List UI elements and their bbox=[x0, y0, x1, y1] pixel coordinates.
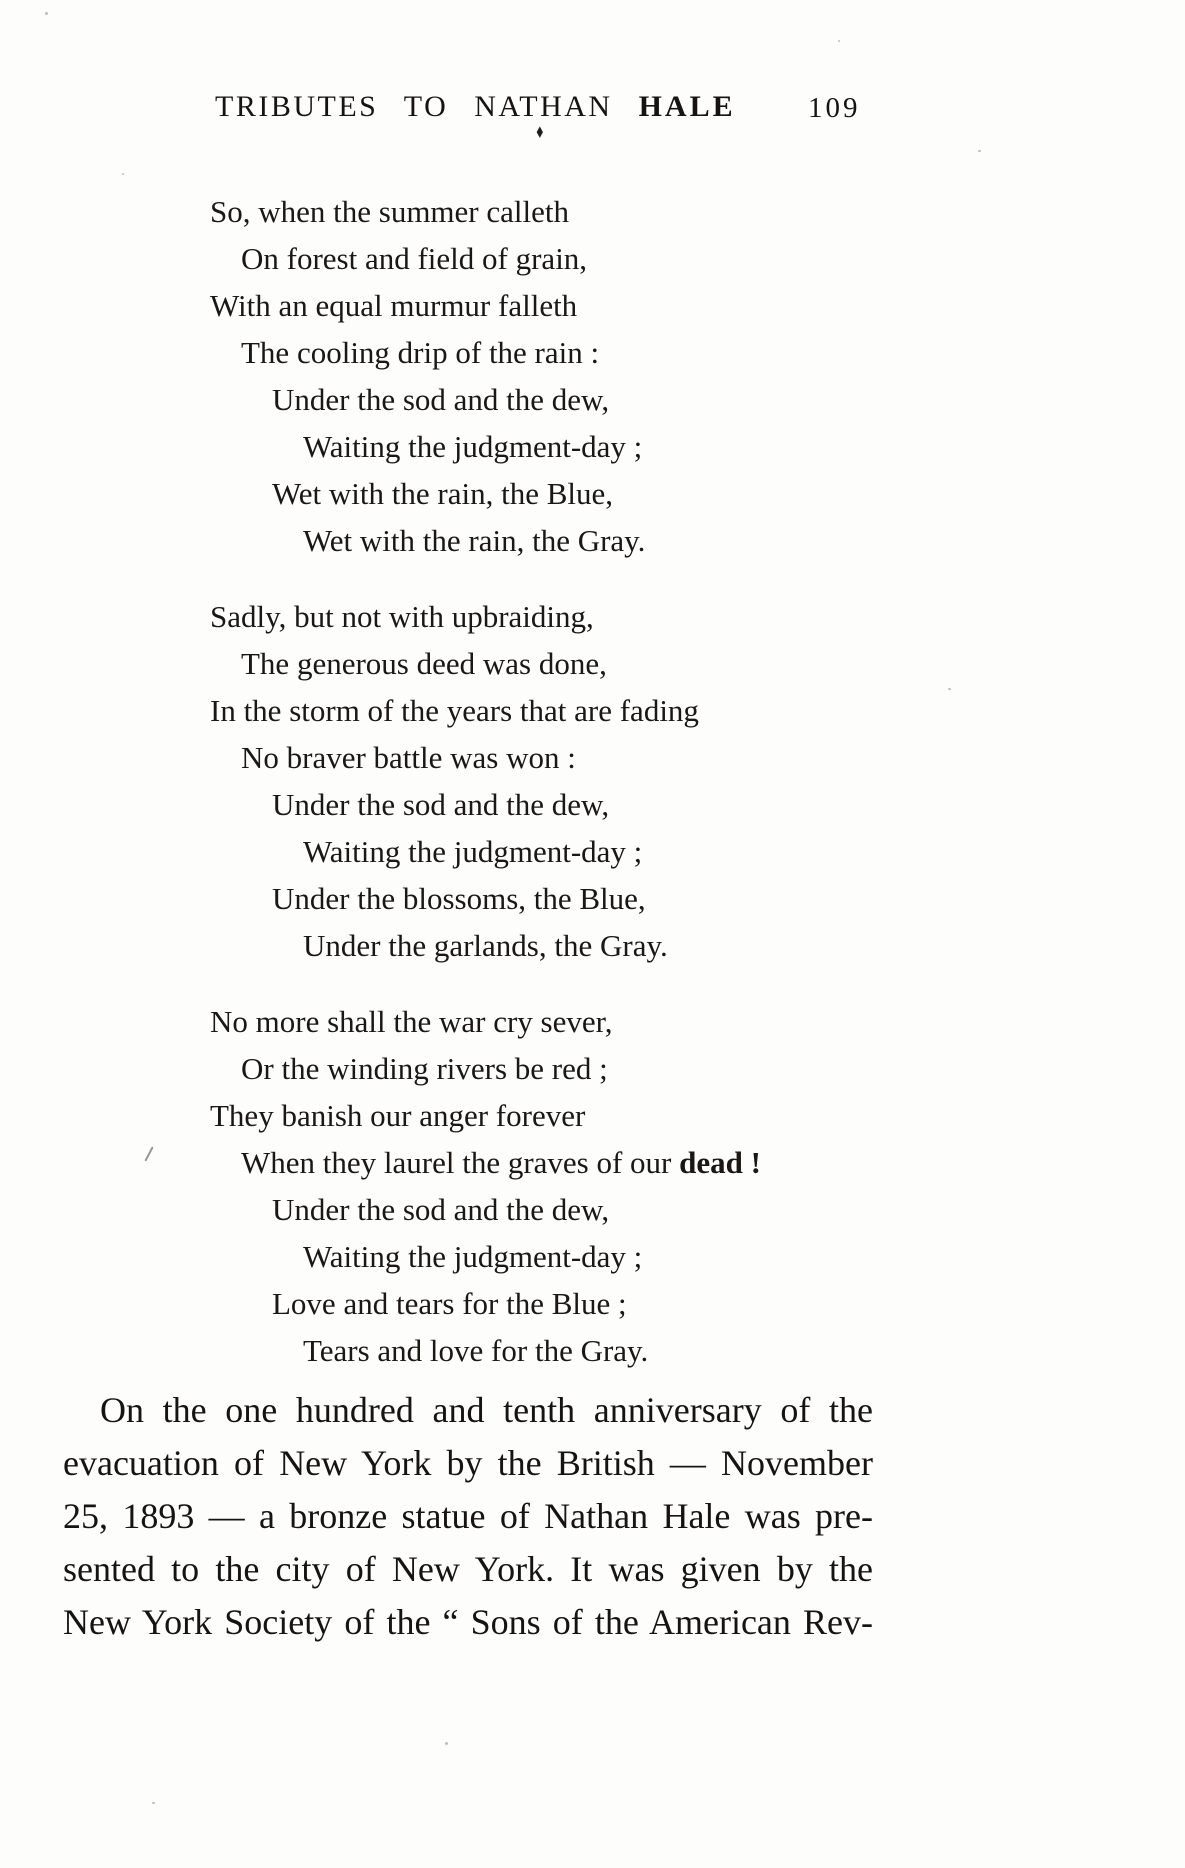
poem-line: No braver battle was won : bbox=[241, 740, 576, 775]
poem-line: Under the sod and the dew, bbox=[272, 382, 610, 417]
paragraph-line: 25, 1893 — a bronze statue of Nathan Hale was pre- bbox=[63, 1496, 873, 1536]
poem-line: On forest and field of grain, bbox=[241, 241, 588, 276]
poem-line: Under the sod and the dew, bbox=[272, 787, 610, 822]
poem-line: They banish our anger forever bbox=[210, 1098, 586, 1133]
poem-line: The generous deed was done, bbox=[241, 646, 607, 681]
poem-line: Under the blossoms, the Blue, bbox=[272, 881, 646, 916]
poem-line: Under the garlands, the Gray. bbox=[303, 928, 668, 963]
scan-stray-mark bbox=[144, 1146, 153, 1161]
scan-speck bbox=[122, 173, 124, 175]
poem-line: Wet with the rain, the Gray. bbox=[303, 523, 646, 558]
paragraph-line: New York Society of the “ Sons of the American Rev- bbox=[63, 1602, 873, 1642]
bold-word: dead ! bbox=[679, 1145, 761, 1180]
poem-line: Wet with the rain, the Blue, bbox=[272, 476, 613, 511]
scan-speck bbox=[948, 688, 951, 690]
poem-line: Or the winding rivers be red ; bbox=[241, 1051, 608, 1086]
page-number: 109 bbox=[808, 92, 861, 124]
poem-line: No more shall the war cry sever, bbox=[210, 1004, 613, 1039]
scan-speck bbox=[45, 12, 48, 15]
poem-line: Waiting the judgment-day ; bbox=[303, 429, 643, 464]
poem-line: In the storm of the years that are fading bbox=[210, 693, 699, 728]
poem-line: Tears and love for the Gray. bbox=[303, 1333, 649, 1368]
poem-line: When they laurel the graves of our dead ! bbox=[241, 1145, 761, 1180]
paragraph-line: On the one hundred and tenth anniversary of the bbox=[100, 1390, 873, 1430]
poem-line: The cooling drip of the rain : bbox=[241, 335, 600, 370]
paragraph-line: evacuation of New York by the British — November bbox=[63, 1443, 873, 1483]
poem-line: With an equal murmur falleth bbox=[210, 288, 578, 323]
poem-line: Under the sod and the dew, bbox=[272, 1192, 610, 1227]
section-ornament-icon: ◆ bbox=[536, 124, 543, 140]
page-title bbox=[215, 90, 736, 124]
closing-paragraph bbox=[63, 1384, 873, 1649]
scan-speck bbox=[838, 40, 840, 42]
paragraph-line: sented to the city of New York. It was given by the bbox=[63, 1549, 873, 1589]
poem-line: Sadly, but not with upbraiding, bbox=[210, 599, 594, 634]
scan-speck bbox=[978, 150, 981, 152]
poem-stanza bbox=[210, 593, 761, 969]
scan-speck bbox=[445, 1742, 448, 1745]
running-head bbox=[0, 90, 1185, 130]
poem-stanza bbox=[210, 998, 761, 1374]
poem-line: Waiting the judgment-day ; bbox=[303, 1239, 643, 1274]
poem-line: So, when the summer calleth bbox=[210, 194, 569, 229]
poem-stanza bbox=[210, 188, 761, 564]
poem bbox=[210, 188, 761, 1403]
page-title-bold: HALE bbox=[638, 90, 736, 123]
poem-line: Love and tears for the Blue ; bbox=[272, 1286, 627, 1321]
scan-speck bbox=[152, 1802, 155, 1804]
page-title-regular: TRIBUTES TO NATHAN bbox=[215, 90, 613, 123]
poem-line: Waiting the judgment-day ; bbox=[303, 834, 643, 869]
